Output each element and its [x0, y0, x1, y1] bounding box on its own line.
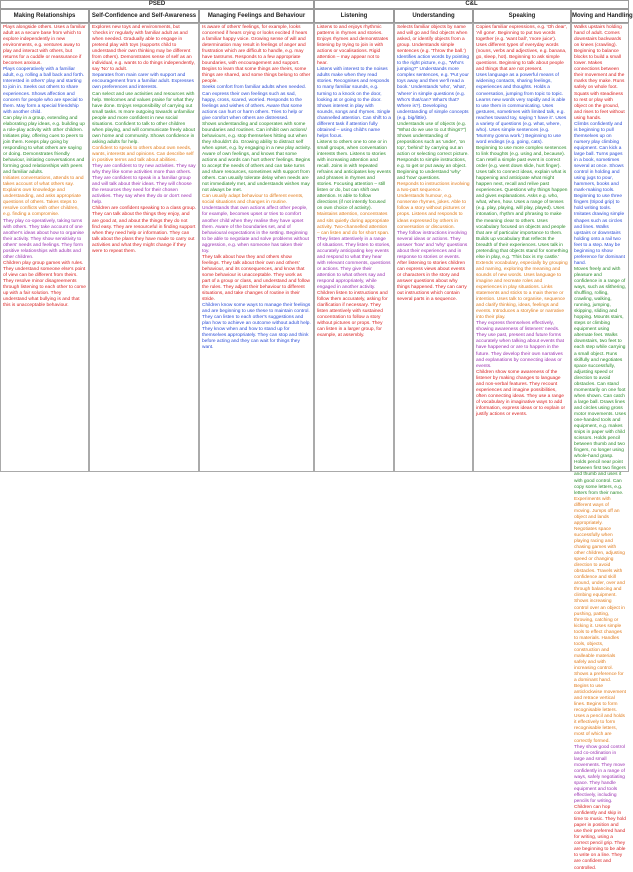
- area-psed: PSED: [0, 0, 314, 9]
- column-making-relationships: [0, 23, 89, 472]
- statement-block: Children show some awareness of the listener by making changes to language and non-verbal features. They recount experiences and imagine possibilities, often connecting ideas. They use a range of vocabulary in imaginative ways to add information, express ideas or to explain or justify actions or events.: [476, 369, 566, 417]
- statement-block: Listens with interest to the noises adults make when they read stories. Recognises and responds to many familiar sounds, e.g. turning to a knock on the door, looking at or going to the door. Shows interest in play with sounds, songs and rhymes. Single channelled attention. Can shift to a different task if attention fully obtained – using child's name helps focus.: [317, 67, 391, 139]
- statement-block: Climbs confidently and is beginning to pull themselves up on nursery play climbing equipment. Can kick a large ball. Turns pages in a book, sometimes several at once. Shows control in holding and using jugs to pour, hammers, books and mark-making tools. Beginning to use three fingers (tripod grip) to hold writing tools. Imitates drawing simple shapes such as circles and lines. Walks upstairs or downstairs holding onto a rail two feet to a step. May be beginning to show preference for dominant hand.: [574, 121, 625, 266]
- statement-block: Children know some ways to manage their feelings and are beginning to use these to maintain control. They can listen to each other's suggestions and plan how to achieve an outcome without adult help. They know when and how to stand up for themselves appropriately. They can stop and think before acting and they can wait for things they want.: [202, 303, 311, 351]
- header-speaking: Speaking: [473, 9, 571, 23]
- statement-block: Understands use of objects (e.g. "What do we use to cut things?") Shows understanding of prepositions such as 'under', 'on top', 'behind' by carrying out an action or selecting correct picture. Responds to simple instructions, e.g. to get or put away an object. Beginning to understand 'why' and 'how' questions.: [397, 121, 469, 182]
- header-moving-handling: Moving and Handling: [571, 9, 629, 23]
- statement-block: After listening to stories children can express views about events or characters in the story and answer questions about why things happened. They can carry out instructions which contain several parts in a sequence.: [397, 260, 467, 303]
- statement-block: They show good control and co-ordination in large and small movements. They move confidently in a range of ways, safely negotiating space. They handle equipment and tools effectively, including pencils for writing.: [574, 744, 626, 804]
- statement-block: They follow instructions involving several ideas or actions. They answer 'how' and 'why' questions about their experiences and in response to stories or events.: [397, 230, 468, 260]
- statement-block: Responds to instructions involving a two-part sequence. Understands humour, e.g. nonsense rhymes, jokes. Able to follow a story without pictures or props. Listens and responds to ideas expressed by others in conversation or discussion.: [397, 182, 470, 230]
- column-listening: [314, 23, 394, 472]
- statement-block: Experiments with different ways of moving. Jumps off an object and lands appropriately. Negotiates space successfully when playing racing and chasing games with other children, adjusting speed or changing direction to avoid obstacles. Travels with confidence and skill around, under, over and through balancing and climbing equipment. Shows increasing control over an object in pushing, patting, throwing, catching or kicking it. Uses simple tools to effect changes to materials. Handles tools, objects, construction and malleable materials safely and with increasing control. Shows a preference for a dominant hand. Begins to use anticlockwise movement and retrace vertical lines. Begins to form recognisable letters. Uses a pencil and holds it effectively to form recognisable letters, most of which are correctly formed.: [574, 496, 626, 744]
- statement-block: Children are confident speaking to a class group. They can talk about the things they enjoy, and are good at, and about the things they do not find easy. They are resourceful in finding support when they need help or information. They can talk about the plans they have made to carry out activities and what they might change if they were to repeat them.: [92, 206, 196, 254]
- statement-block: Plays cooperatively with a familiar adult, e.g. rolling a ball back and forth. Interested in others' play and starting to join in. Seeks out others to share experiences. Shows affection and concern for people who are special to them. May form a special friendship with another child.: [3, 67, 85, 115]
- statement-block: They are confident to try new activities. They say why they like some activities more than others. They are confident to speak in a familiar group and will talk about their ideas. They will choose the resources they need for their chosen activities. They say when they do or don't need help.: [92, 164, 196, 206]
- statement-block: Confident to speak to others about own needs, wants, interests and opinions. Can describe self in positive terms and talk about abilities.: [92, 145, 194, 164]
- statement-block: Is aware of others' feelings, for example, looks concerned if hears crying or looks excited if hears a familiar happy voice. Growing sense of will and determination may result in feelings of anger and frustration which are difficult to handle, e.g. may have tantrums. Responds to a few appropriate boundaries, with encouragement and support. Begins to learn that some things are theirs, some things are shared, and some things belong to other people.: [202, 25, 311, 85]
- statement-block: Shows understanding and cooperates with some boundaries and routines. Can inhibit own actions/ behaviours, e.g. stop themselves hitting out when they shouldn't do. Growing ability to distract self when upset, e.g. by engaging in a new play activity. Aware of own feelings, and knows that some actions and words can hurt others' feelings. Begins to accept the needs of others and can take turns and share resources, sometimes with support from others. Can usually tolerate delay when needs are not immediately met, and understands wishes may not always be met.: [202, 121, 311, 194]
- column-managing-feelings: [199, 23, 314, 472]
- statement-block: Listens to others one to one or in small groups, when conversation interests them. Listens to stories with increasing attention and recall. Joins in with repeated refrains and anticipates key events and phrases in rhymes and stories. Focusing attention – still listen or do, but can shift own attention. Is able to follow directions (if not intently focused on own choice of activity).: [317, 139, 391, 212]
- header-self-confidence: Self-Confidence and Self-Awareness: [89, 9, 199, 23]
- statement-block: Children play group games with rules. They understand someone else's point of view can be different from theirs. They resolve minor disagreements through listening to each other to come up with a fair solution. They understand what bullying is and that this is unacceptable behaviour.: [3, 260, 86, 309]
- header-managing-feelings: Managing Feelings and Behaviour: [199, 9, 314, 23]
- header-making-relationships: Making Relationships: [0, 9, 89, 23]
- statement-block: Explores new toys and environments, but 'checks in' regularly with familiar adult as and when needed. Gradually able to engage in pretend play with toys (supports child to understand their own thinking may be different from others). Demonstrates sense of self as an individual, e.g. wants to do things independently, say 'No' to adult.: [92, 25, 195, 73]
- statement-block: Children can hop confidently and skip in time to music. They hold paper in position and use their preferred hand for writing, using a correct pencil grip. They are beginning to be able to write on a line. They are confident and controlled.: [574, 805, 626, 871]
- statement-block: Can select and use activities and resources with help. Welcomes and values praise for what they have done. Enjoys responsibility of carrying out small tasks. Is more outgoing towards unfamiliar people and more confident in new social situations. Confident to talk to other children when playing, and will communicate freely about own home and community. Shows confidence in asking adults for help.: [92, 91, 195, 145]
- header-listening: Listening: [314, 9, 394, 23]
- column-moving-handling: [571, 23, 629, 871]
- statement-block: Can play in a group, extending and elaborating play ideas, e.g. building up a role-play activity with other children. Initiates play, offering cues to peers to join them. Keeps play going by responding to what others are saying or doing. Demonstrates friendly behaviour, initiating conversations and forming good relationships with peers and familiar adults.: [3, 115, 85, 176]
- statement-block: Extends vocabulary, especially by grouping and naming, exploring the meaning and sounds of new words. Uses language to imagine and recreate roles and experiences in play situations. Links statements and sticks to a main theme or intention. Uses talk to organise, sequence and clarify thinking, ideas, feelings and events. Introduces a storyline or narrative into their play.: [476, 260, 568, 321]
- statement-block: They talk about how they and others show feelings. They talk about their own and others' behaviour, and its consequences, and know that some behaviour is unacceptable. They work as part of a group or class, and understand and follow the rules. They adjust their behaviour to different situations, and take changes of routine in their stride.: [202, 254, 310, 303]
- statement-block: Walks upstairs holding hand of adult. Comes downstairs backwards on knees (crawling). Beginning to balance blocks to build a small tower. Makes connections between their movement and the marks they make. Runs safely on whole foot. Squats with steadiness to rest or play with object on the ground, and rises to feet without using hands.: [574, 25, 625, 121]
- statement-block: Identifies action words by pointing to the right picture, e.g., "Who's jumping?" Understands more complex sentences, e.g. 'Put your toys away and then we'll read a book.' Understands 'who', 'what', 'where' in simple questions (e.g. Who's that/can? What's that? Where is?). Developing understanding of simple concepts (e.g. big/little).: [397, 55, 469, 121]
- statement-block: Separates from main carer with support and encouragement from a familiar adult. Expresses own preferences and interests.: [92, 73, 194, 91]
- column-self-confidence: [89, 23, 199, 472]
- statement-block: Selects familiar objects by name and will go and find objects when asked, or identify objects from a group. Understands simple sentences (e.g. 'Throw the ball.'): [397, 25, 468, 55]
- statement-block: They play co-operatively, taking turns with others. They take account of one another's ideas about how to organise their activity. They show sensitivity to others' needs and feelings. They form positive relationships with adults and other children.: [3, 218, 84, 260]
- column-understanding: [394, 23, 473, 472]
- statement-block: Understands that own actions affect other people, for example, becomes upset or tries to comfort another child when they realise they have upset them. Aware of the boundaries set, and of behavioural expectations in the setting. Beginning to be able to negotiate and solve problems without aggression, e.g. when someone has taken their toy.: [202, 206, 309, 254]
- statement-block: Beginning to use more complex sentences to link thoughts (e.g. using and, because). Can retell a simple past event in correct order (e.g. went down slide, hurt finger). Uses talk to connect ideas, explain what is happening and anticipate what might happen next, recall and relive past experiences. Questions why things happen and gives explanations. Asks e.g. who, what, when, how. Uses a range of tenses (e.g. play, playing, will play, played). Uses intonation, rhythm and phrasing to make the meaning clear to others. Uses vocabulary focused on objects and people that are of particular importance to them. Builds up vocabulary that reflects the breadth of their experiences. Uses talk in pretending that objects stand for something else in play, e.g. 'This box is my castle.': [476, 145, 568, 260]
- area-cl: C&L: [314, 0, 629, 9]
- area-header-row: [0, 0, 629, 9]
- statement-block: Maintains attention, concentrates and sits quietly during appropriate activity. Two-channelled attention – can listen and do for short span.: [317, 212, 390, 236]
- statement-block: Moves freely and with pleasure and confidence in a range of ways, such as slithering, shuffling, rolling, crawling, walking, running, jumping, skipping, sliding and hopping. Mounts stairs, steps or climbing equipment using alternate feet. Walks downstairs, two feet to each step while carrying a small object. Runs skilfully and negotiates space successfully, adjusting speed or direction to avoid obstacles. Can stand momentarily on one foot when shown. Can catch a large ball. Draws lines and circles using gross motor movements. Uses one-handed tools and equipment, e.g. makes snips in paper with child scissors. Holds pencil between thumb and two fingers, no longer using whole-hand grasp. Holds pencil near point between first two fingers and thumb and uses it with good control. Can copy some letters, e.g. letters from their name.: [574, 266, 626, 496]
- statement-block: They listen attentively in a range of situations. They listen to stories, accurately anticipating key events and respond to what they hear with relevant comments, questions or actions. They give their attention to what others say and respond appropriately, while engaged in another activity.: [317, 236, 391, 291]
- statement-block: They express themselves effectively, showing awareness of listeners' needs. They use past, present and future forms accurately when talking about events that have happened or are to happen in the future. They develop their own narratives and explanations by connecting ideas or events.: [476, 321, 564, 369]
- statement-block: Initiates conversations, attends to and takes account of what others say. Explains own knowledge and understanding, and asks appropriate questions of others. Takes steps to resolve conflicts with other children, e.g. finding a compromise.: [3, 176, 84, 218]
- statement-block: Seeks comfort from familiar adults when needed. Can express their own feelings such as sad, happy, cross, scared, worried. Responds to the feelings and wishes of others. Aware that some actions can hurt or harm others. Tries to help or give comfort when others are distressed.: [202, 85, 306, 121]
- column-header-row: [0, 9, 633, 23]
- statement-block: Plays alongside others. Uses a familiar adult as a secure base from which to explore independently in new environments, e.g. ventures away to play and interact with others, but returns for a cuddle or reassurance if becomes anxious.: [3, 25, 86, 67]
- statement-block: Copies familiar expressions, e.g. 'Oh dear', 'All gone'. Beginning to put two words together (e.g. 'want ball', 'more juice'). Uses different types of everyday words (nouns, verbs and adjectives, e.g. banana, go, sleep, hot). Beginning to ask simple questions. Beginning to talk about people and things that are not present.: [476, 25, 568, 73]
- statement-block: Listens to and enjoys rhythmic patterns in rhymes and stories. Enjoys rhymes and demonstrates listening by trying to join in with actions or vocalisations. Rigid attention – may appear not to hear.: [317, 25, 389, 67]
- header-understanding: Understanding: [394, 9, 473, 23]
- statement-block: Can usually adapt behaviour to different events, social situations and changes in routine.: [202, 194, 304, 206]
- statement-block: Uses language as a powerful means of widening contacts, sharing feelings, experiences and thoughts. Holds a conversation, jumping from topic to topic. Learns new words very rapidly and is able to use them in communicating. Uses gestures, sometimes with limited talk, e.g. reaches toward toy, saying 'I have it'. Uses a variety of questions (e.g. what, where, who). Uses simple sentences (e.g. 'Mummy gonna work.') Beginning to use word endings (e.g. going, cats).: [476, 73, 567, 145]
- content-row: [0, 23, 629, 871]
- column-speaking: [473, 23, 571, 472]
- statement-block: Children listen to instructions and follow them accurately, asking for clarification if necessary. They listen attentively with sustained concentration to follow a story without pictures or props. They can listen in a larger group, for example, at assembly.: [317, 291, 388, 339]
